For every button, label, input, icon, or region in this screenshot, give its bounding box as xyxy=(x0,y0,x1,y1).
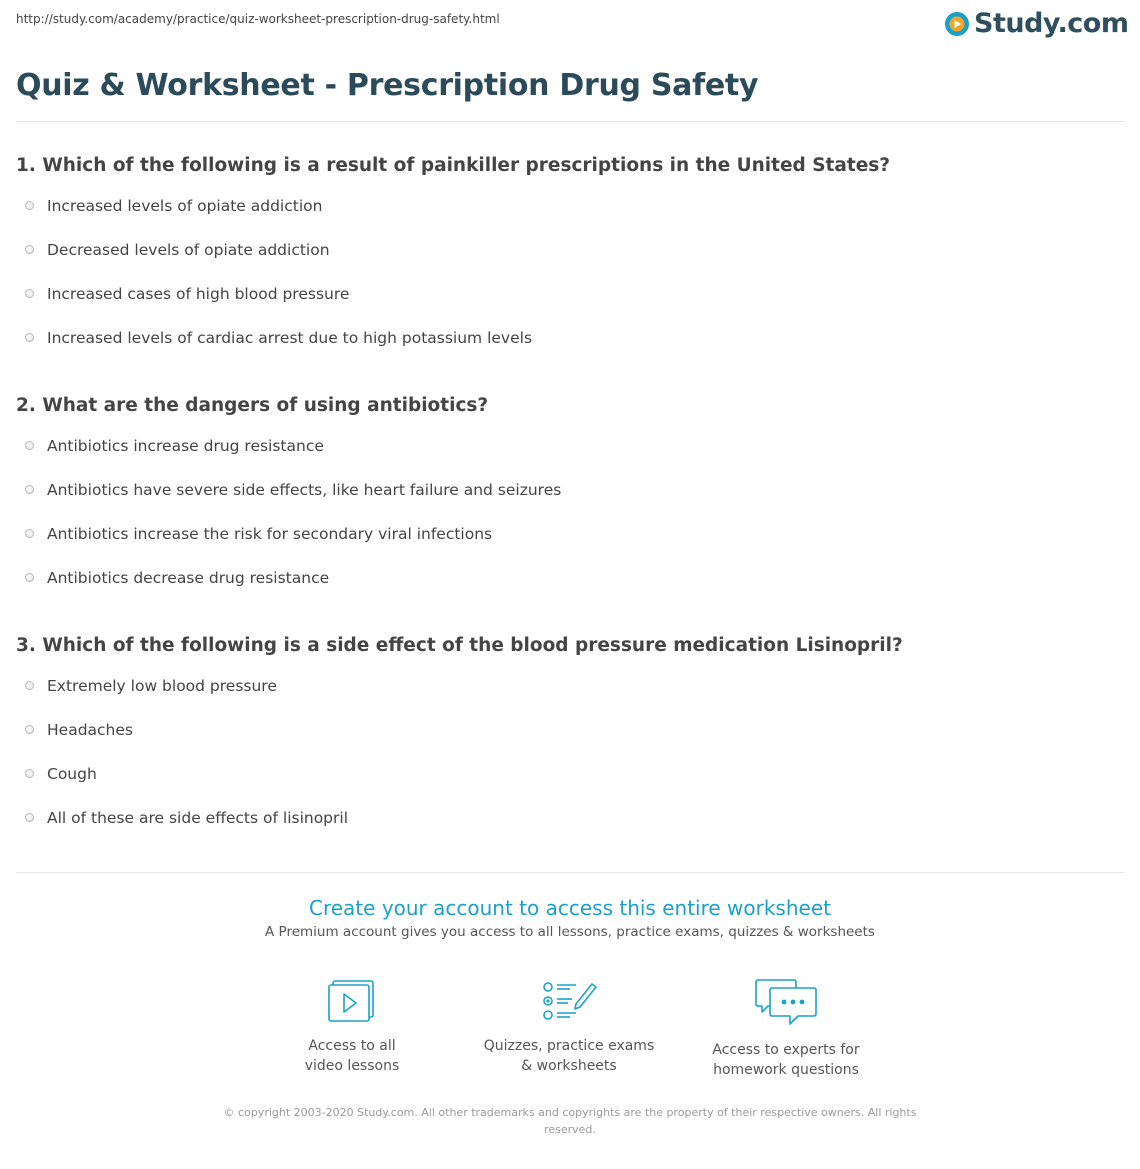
answer-option[interactable] xyxy=(16,670,1116,714)
radio-button[interactable] xyxy=(25,769,34,778)
answer-label: All of these are side effects of lisinopril xyxy=(47,809,349,827)
signup-cta xyxy=(0,894,1140,942)
radio-button[interactable] xyxy=(25,485,34,494)
answer-option[interactable] xyxy=(16,234,1116,278)
answer-option[interactable] xyxy=(16,562,1116,606)
play-circle-icon xyxy=(944,11,970,37)
section-divider xyxy=(16,872,1124,873)
title-divider xyxy=(16,121,1124,122)
radio-button[interactable] xyxy=(25,289,34,298)
feature-label: Access to experts for homework questions xyxy=(712,1042,860,1078)
radio-button[interactable] xyxy=(25,441,34,450)
study-logo[interactable] xyxy=(944,6,1128,42)
answer-options xyxy=(16,670,1116,846)
answer-label: Antibiotics increase the risk for secondary viral infections xyxy=(47,525,493,543)
page-title: Quiz & Worksheet - Prescription Drug Safety xyxy=(16,68,759,103)
radio-button[interactable] xyxy=(25,333,34,342)
answer-option[interactable] xyxy=(16,802,1116,846)
answer-label: Increased cases of high blood pressure xyxy=(47,285,350,303)
answer-option[interactable] xyxy=(16,474,1116,518)
answer-label: Extremely low blood pressure xyxy=(47,677,277,695)
answer-label: Antibiotics decrease drug resistance xyxy=(47,569,330,587)
cta-subtitle: A Premium account gives you access to all lessons, practice exams, quizzes & worksheets xyxy=(265,924,875,940)
feature-label: Quizzes, practice exams & worksheets xyxy=(483,1038,655,1074)
copyright-footer: © copyright 2003-2020 Study.com. All other trademarks and copyrights are the property of their respective owners. All rights reserved. xyxy=(223,1106,917,1136)
answer-label: Antibiotics increase drug resistance xyxy=(47,437,324,455)
radio-button[interactable] xyxy=(25,681,34,690)
answer-option[interactable] xyxy=(16,190,1116,234)
answer-option[interactable] xyxy=(16,430,1116,474)
question-2 xyxy=(16,388,1116,606)
answer-options xyxy=(16,430,1116,606)
cta-title-link[interactable]: Create your account to access this entire worksheet xyxy=(309,896,831,920)
answer-label: Antibiotics have severe side effects, like heart failure and seizures xyxy=(47,481,562,499)
video-lessons-icon xyxy=(326,978,378,1024)
feature-video-lessons xyxy=(252,978,452,1076)
answer-option[interactable] xyxy=(16,714,1116,758)
radio-button[interactable] xyxy=(25,245,34,254)
question-text: 3. Which of the following is a side effect of the blood pressure medication Lisinopril? xyxy=(16,635,903,656)
chat-bubbles-icon xyxy=(754,978,818,1028)
radio-button[interactable] xyxy=(25,813,34,822)
answer-option[interactable] xyxy=(16,322,1116,366)
page-url: http://study.com/academy/practice/quiz-worksheet-prescription-drug-safety.html xyxy=(16,12,500,26)
answer-label: Cough xyxy=(47,765,97,783)
radio-button[interactable] xyxy=(25,573,34,582)
answer-option[interactable] xyxy=(16,518,1116,562)
logo-text: Study.com xyxy=(974,8,1129,39)
feature-experts xyxy=(686,978,886,1080)
answer-label: Decreased levels of opiate addiction xyxy=(47,241,330,259)
feature-label: Access to all video lessons xyxy=(304,1038,400,1074)
question-text: 2. What are the dangers of using antibiotics? xyxy=(16,395,489,416)
feature-quizzes xyxy=(469,978,669,1076)
answer-option[interactable] xyxy=(16,758,1116,802)
radio-button[interactable] xyxy=(25,529,34,538)
answer-label: Increased levels of cardiac arrest due to high potassium levels xyxy=(47,329,533,347)
answer-label: Headaches xyxy=(47,721,133,739)
radio-button[interactable] xyxy=(25,201,34,210)
question-1 xyxy=(16,148,1116,366)
radio-button[interactable] xyxy=(25,725,34,734)
answer-options xyxy=(16,190,1116,366)
question-text: 1. Which of the following is a result of painkiller prescriptions in the United States? xyxy=(16,155,891,176)
quiz-checklist-icon xyxy=(540,978,598,1024)
answer-option[interactable] xyxy=(16,278,1116,322)
question-3 xyxy=(16,628,1116,846)
answer-label: Increased levels of opiate addiction xyxy=(47,197,323,215)
